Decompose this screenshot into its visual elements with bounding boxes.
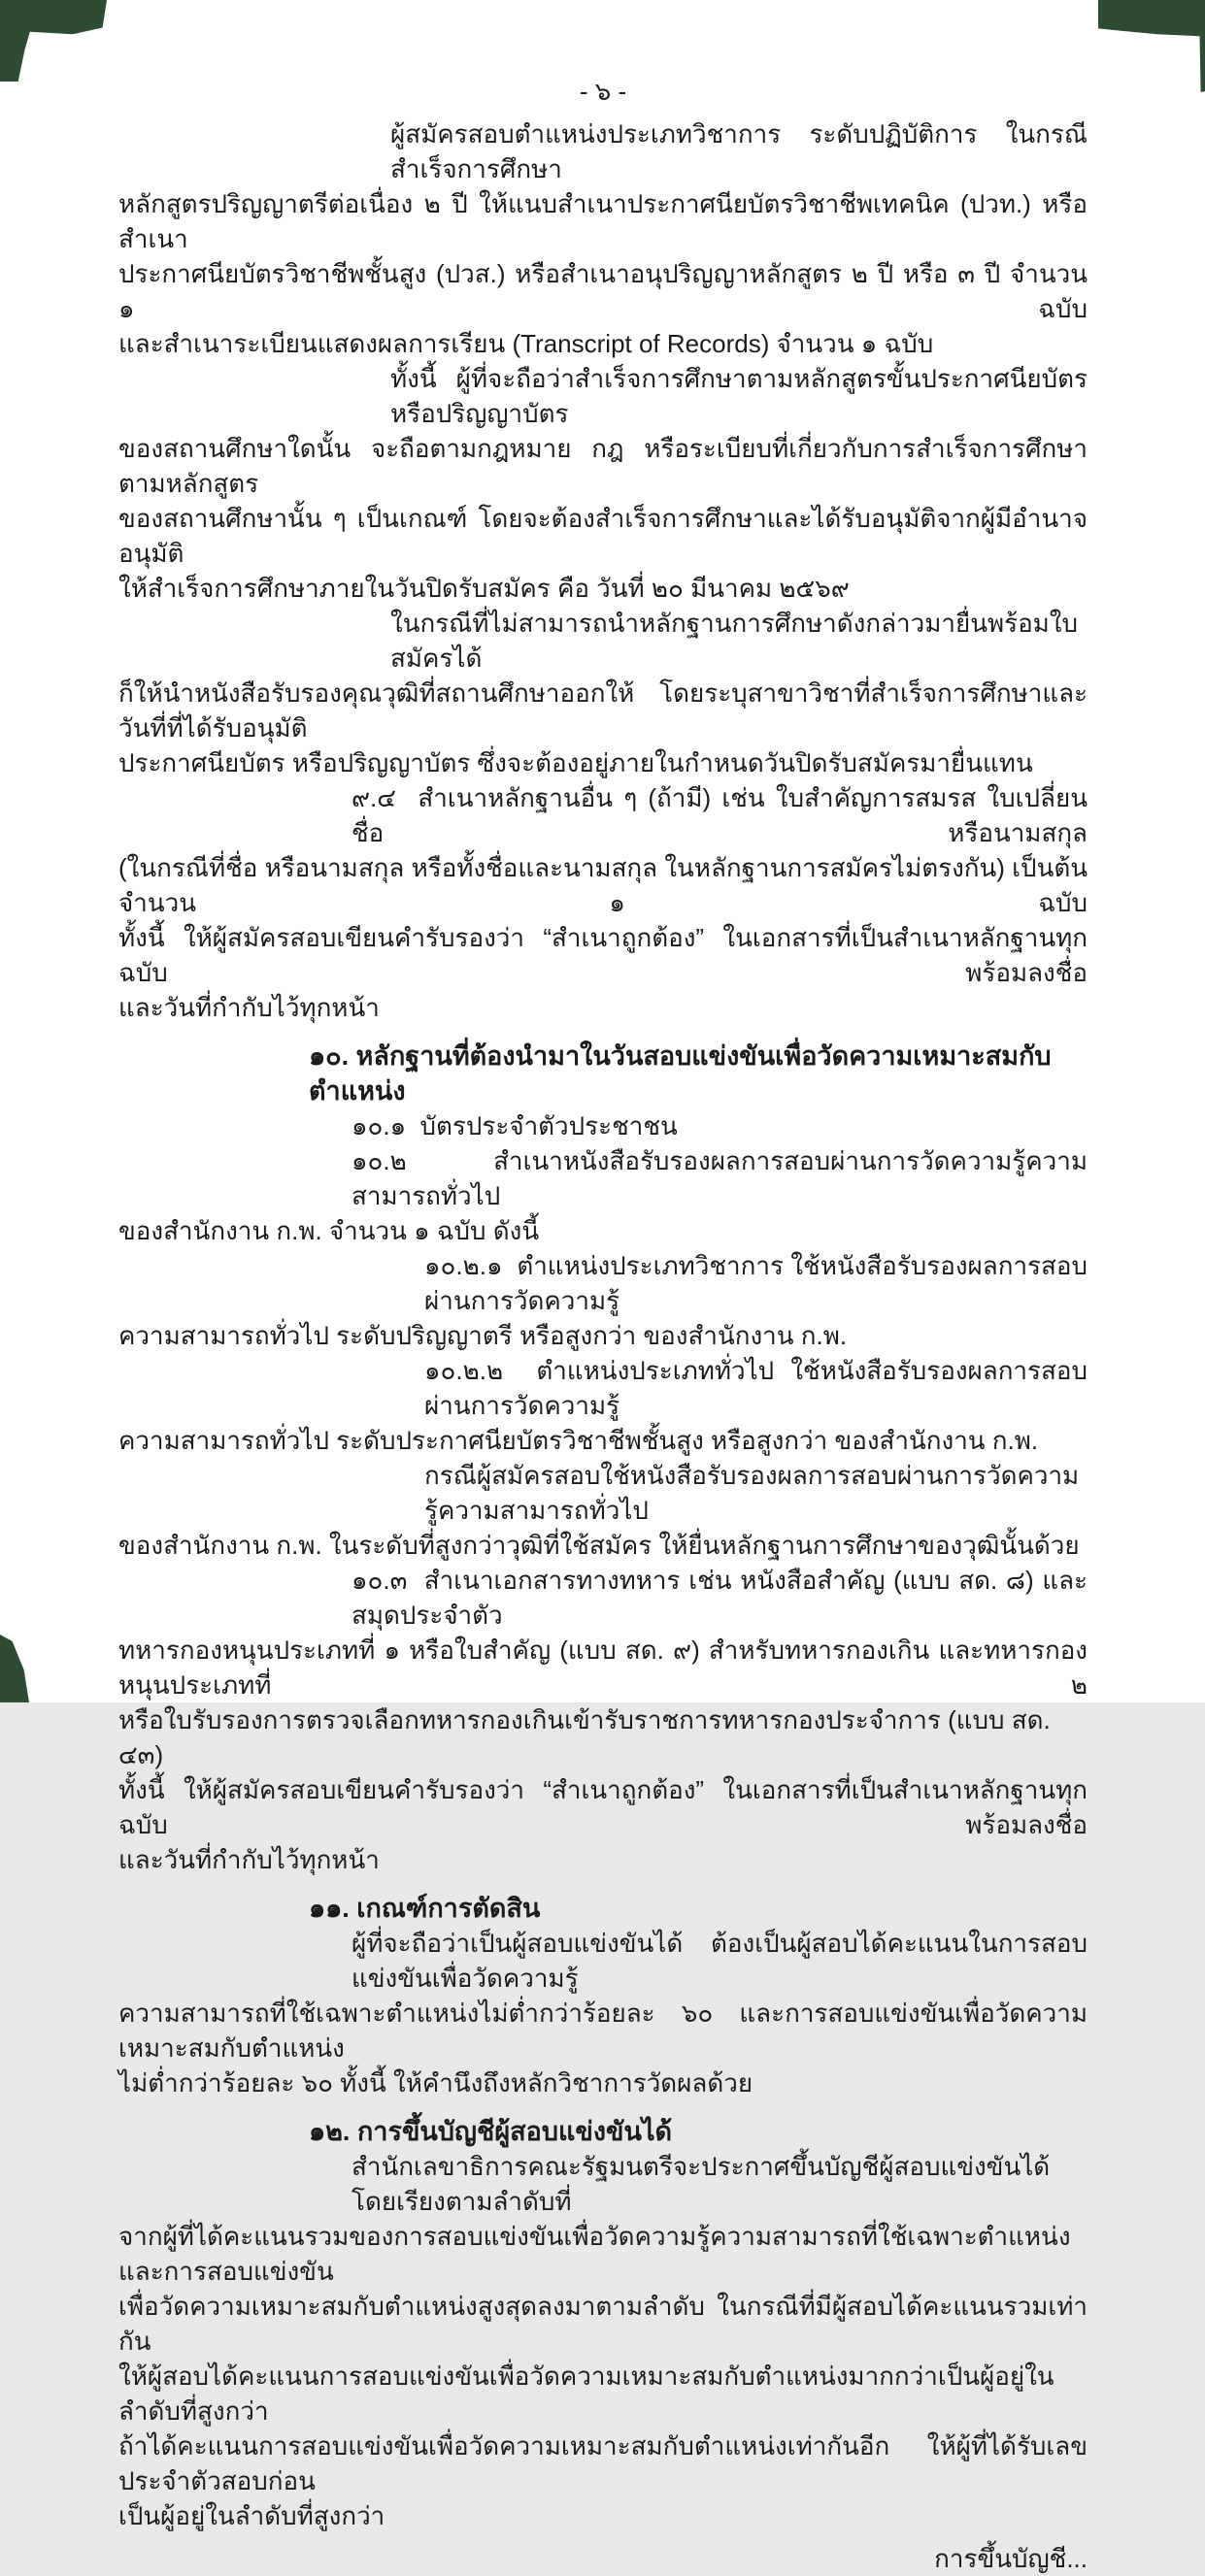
text-line: ไม่ต่ำกว่าร้อยละ ๖๐ ทั้งนี้ ให้คำนึงถึงหลักวิชาการวัดผลด้วย — [118, 2068, 753, 2097]
text-line: หลักสูตรปริญญาตรีต่อเนื่อง ๒ ปี ให้แนบสำเนาประกาศนียบัตรวิชาชีพเทคนิค (ปวท.) หรือสำเนา — [118, 189, 1088, 253]
text-line: ๑๐.๑ บัตรประจำตัวประชาชน — [351, 1111, 678, 1140]
text-line: กรณีผู้สมัครสอบใช้หนังสือรับรองผลการสอบผ่านการวัดความรู้ความสามารถทั่วไป — [424, 1461, 1080, 1525]
scan-artifact-top-right — [1098, 0, 1205, 95]
continuation-marker: การขึ้นบัญชี... — [934, 2544, 1088, 2573]
text-line: ประกาศนียบัตร หรือปริญญาบัตร ซึ่งจะต้องอยู่ภายในกำหนดวันปิดรับสมัครมายื่นแทน — [118, 748, 1033, 777]
text-line: และวันที่กำกับไว้ทุกหน้า — [118, 1845, 380, 1874]
text-line: ความสามารถทั่วไป ระดับปริญญาตรี หรือสูงกว่า ของสำนักงาน ก.พ. — [118, 1321, 848, 1350]
text-line: และสำเนาระเบียนแสดงผลการเรียน (Transcript of Records) จำนวน ๑ ฉบับ — [118, 329, 934, 358]
text-line: ในกรณีที่ไม่สามารถนำหลักฐานการศึกษาดังกล่าวมายื่นพร้อมใบสมัครได้ — [390, 609, 1079, 673]
text-line: ของสำนักงาน ก.พ. จำนวน ๑ ฉบับ ดังนี้ — [118, 1216, 540, 1245]
text-line: ทั้งนี้ ให้ผู้สมัครสอบเขียนคำรับรองว่า “สำเนาถูกต้อง” ในเอกสารที่เป็นสำเนาหลักฐานทุกฉบับ พร้อมลงชื่อ — [118, 1775, 1088, 1839]
text-line: ทั้งนี้ ให้ผู้สมัครสอบเขียนคำรับรองว่า “สำเนาถูกต้อง” ในเอกสารที่เป็นสำเนาหลักฐานทุกฉบับ พร้อมลงชื่อ — [118, 923, 1088, 987]
text-line: ความสามารถทั่วไป ระดับประกาศนียบัตรวิชาชีพชั้นสูง หรือสูงกว่า ของสำนักงาน ก.พ. — [118, 1426, 1039, 1455]
text-line: เป็นผู้อยู่ในลำดับที่สูงกว่า — [118, 2501, 385, 2530]
body-text — [118, 116, 1088, 2533]
page-number: - ๖ - — [579, 77, 627, 106]
text-line: และวันที่กำกับไว้ทุกหน้า — [118, 993, 380, 1022]
text-line: ๑๐.๒ สำเนาหนังสือรับรองผลการสอบผ่านการวัดความรู้ความสามารถทั่วไป — [351, 1146, 1088, 1210]
text-line: ของสถานศึกษาใดนั้น จะถือตามกฎหมาย กฎ หรือระเบียบที่เกี่ยวกับการสำเร็จการศึกษาตามหลักสูตร — [118, 434, 1088, 498]
text-line: ๑๐.๒.๒ ตำแหน่งประเภททั่วไป ใช้หนังสือรับรองผลการสอบผ่านการวัดความรู้ — [424, 1356, 1088, 1420]
text-line: ให้สำเร็จการศึกษาภายในวันปิดรับสมัคร คือ วันที่ ๒๐ มีนาคม ๒๕๖๙ — [118, 574, 850, 603]
scan-artifact-top-left — [0, 0, 107, 82]
text-line: ให้ผู้สอบได้คะแนนการสอบแข่งขันเพื่อวัดความเหมาะสมกับตำแหน่งมากกว่าเป็นผู้อยู่ในลำดับที่สูงกว่า — [118, 2361, 1054, 2426]
text-line: ๑๐.๓ สำเนาเอกสารทางทหาร เช่น หนังสือสำคัญ (แบบ สด. ๘) และสมุดประจำตัว — [351, 1566, 1088, 1630]
text-line: เพื่อวัดความเหมาะสมกับตำแหน่งสูงสุดลงมาตามลำดับ ในกรณีที่มีผู้สอบได้คะแนนรวมเท่ากัน — [118, 2292, 1088, 2356]
text-line: ของสถานศึกษานั้น ๆ เป็นเกณฑ์ โดยจะต้องสำเร็จการศึกษาและได้รับอนุมัติจากผู้มีอำนาจอนุมัติ — [118, 504, 1088, 568]
text-line: สำนักเลขาธิการคณะรัฐมนตรีจะประกาศขึ้นบัญชีผู้สอบแข่งขันได้ โดยเรียงตามลำดับที่ — [351, 2152, 1051, 2216]
text-line: (ในกรณีที่ชื่อ หรือนามสกุล หรือทั้งชื่อและนามสกุล ในหลักฐานการสมัครไม่ตรงกัน) เป็นต้น จำนวน ๑ ฉบับ — [118, 853, 1088, 917]
text-line: ก็ให้นำหนังสือรับรองคุณวุฒิที่สถานศึกษาออกให้ โดยระบุสาขาวิชาที่สำเร็จการศึกษาและวันที่ที่ได้รับอนุมัติ — [118, 678, 1088, 743]
scan-artifact-bottom-left — [0, 1635, 29, 1702]
text-line: ๙.๔ สำเนาหลักฐานอื่น ๆ (ถ้ามี) เช่น ใบสำคัญการสมรส ใบเปลี่ยนชื่อ หรือนามสกุล — [351, 783, 1088, 847]
text-line: ๑๐.๒.๑ ตำแหน่งประเภทวิชาการ ใช้หนังสือรับรองผลการสอบผ่านการวัดความรู้ — [424, 1251, 1088, 1315]
section-heading: ๑๐. หลักฐานที่ต้องนำมาในวันสอบแข่งขันเพื่อวัดความเหมาะสมกับตำแหน่ง — [309, 1041, 1052, 1106]
text-line: ของสำนักงาน ก.พ. ในระดับที่สูงกว่าวุฒิที่ใช้สมัคร ให้ยื่นหลักฐานการศึกษาของวุฒินั้นด้วย — [118, 1531, 1080, 1560]
text-line: ผู้สมัครสอบตำแหน่งประเภทวิชาการ ระดับปฏิบัติการ ในกรณีสำเร็จการศึกษา — [390, 119, 1088, 183]
text-line: ถ้าได้คะแนนการสอบแข่งขันเพื่อวัดความเหมาะสมกับตำแหน่งเท่ากันอีก ให้ผู้ที่ได้รับเลขประจำตัวสอบก่อน — [118, 2431, 1088, 2495]
text-line: ประกาศนียบัตรวิชาชีพชั้นสูง (ปวส.) หรือสำเนาอนุปริญญาหลักสูตร ๒ ปี หรือ ๓ ปี จำนวน ๑ ฉบับ — [118, 259, 1088, 323]
section-heading: ๑๑. เกณฑ์การตัดสิน — [309, 1894, 541, 1923]
text-line: ทหารกองหนุนประเภทที่ ๑ หรือใบสำคัญ (แบบ สด. ๙) สำหรับทหารกองเกิน และทหารกองหนุนประเภทที่ ๒ — [118, 1635, 1088, 1700]
text-line: ความสามารถที่ใช้เฉพาะตำแหน่งไม่ต่ำกว่าร้อยละ ๖๐ และการสอบแข่งขันเพื่อวัดความเหมาะสมกับตำแหน่ง — [118, 1998, 1088, 2063]
section-heading: ๑๒. การขึ้นบัญชีผู้สอบแข่งขันได้ — [309, 2117, 673, 2146]
text-line: จากผู้ที่ได้คะแนนรวมของการสอบแข่งขันเพื่อวัดความรู้ความสามารถที่ใช้เฉพาะตำแหน่งและการสอบแข่งขัน — [118, 2222, 1071, 2286]
document-body — [118, 74, 1088, 2576]
text-line: ทั้งนี้ ผู้ที่จะถือว่าสำเร็จการศึกษาตามหลักสูตรขั้นประกาศนียบัตร หรือปริญญาบัตร — [390, 364, 1088, 428]
text-line: ผู้ที่จะถือว่าเป็นผู้สอบแข่งขันได้ ต้องเป็นผู้สอบได้คะแนนในการสอบแข่งขันเพื่อวัดความรู้ — [351, 1929, 1088, 1993]
text-line: หรือใบรับรองการตรวจเลือกทหารกองเกินเข้ารับราชการทหารกองประจำการ (แบบ สด. ๔๓) — [118, 1705, 1051, 1769]
